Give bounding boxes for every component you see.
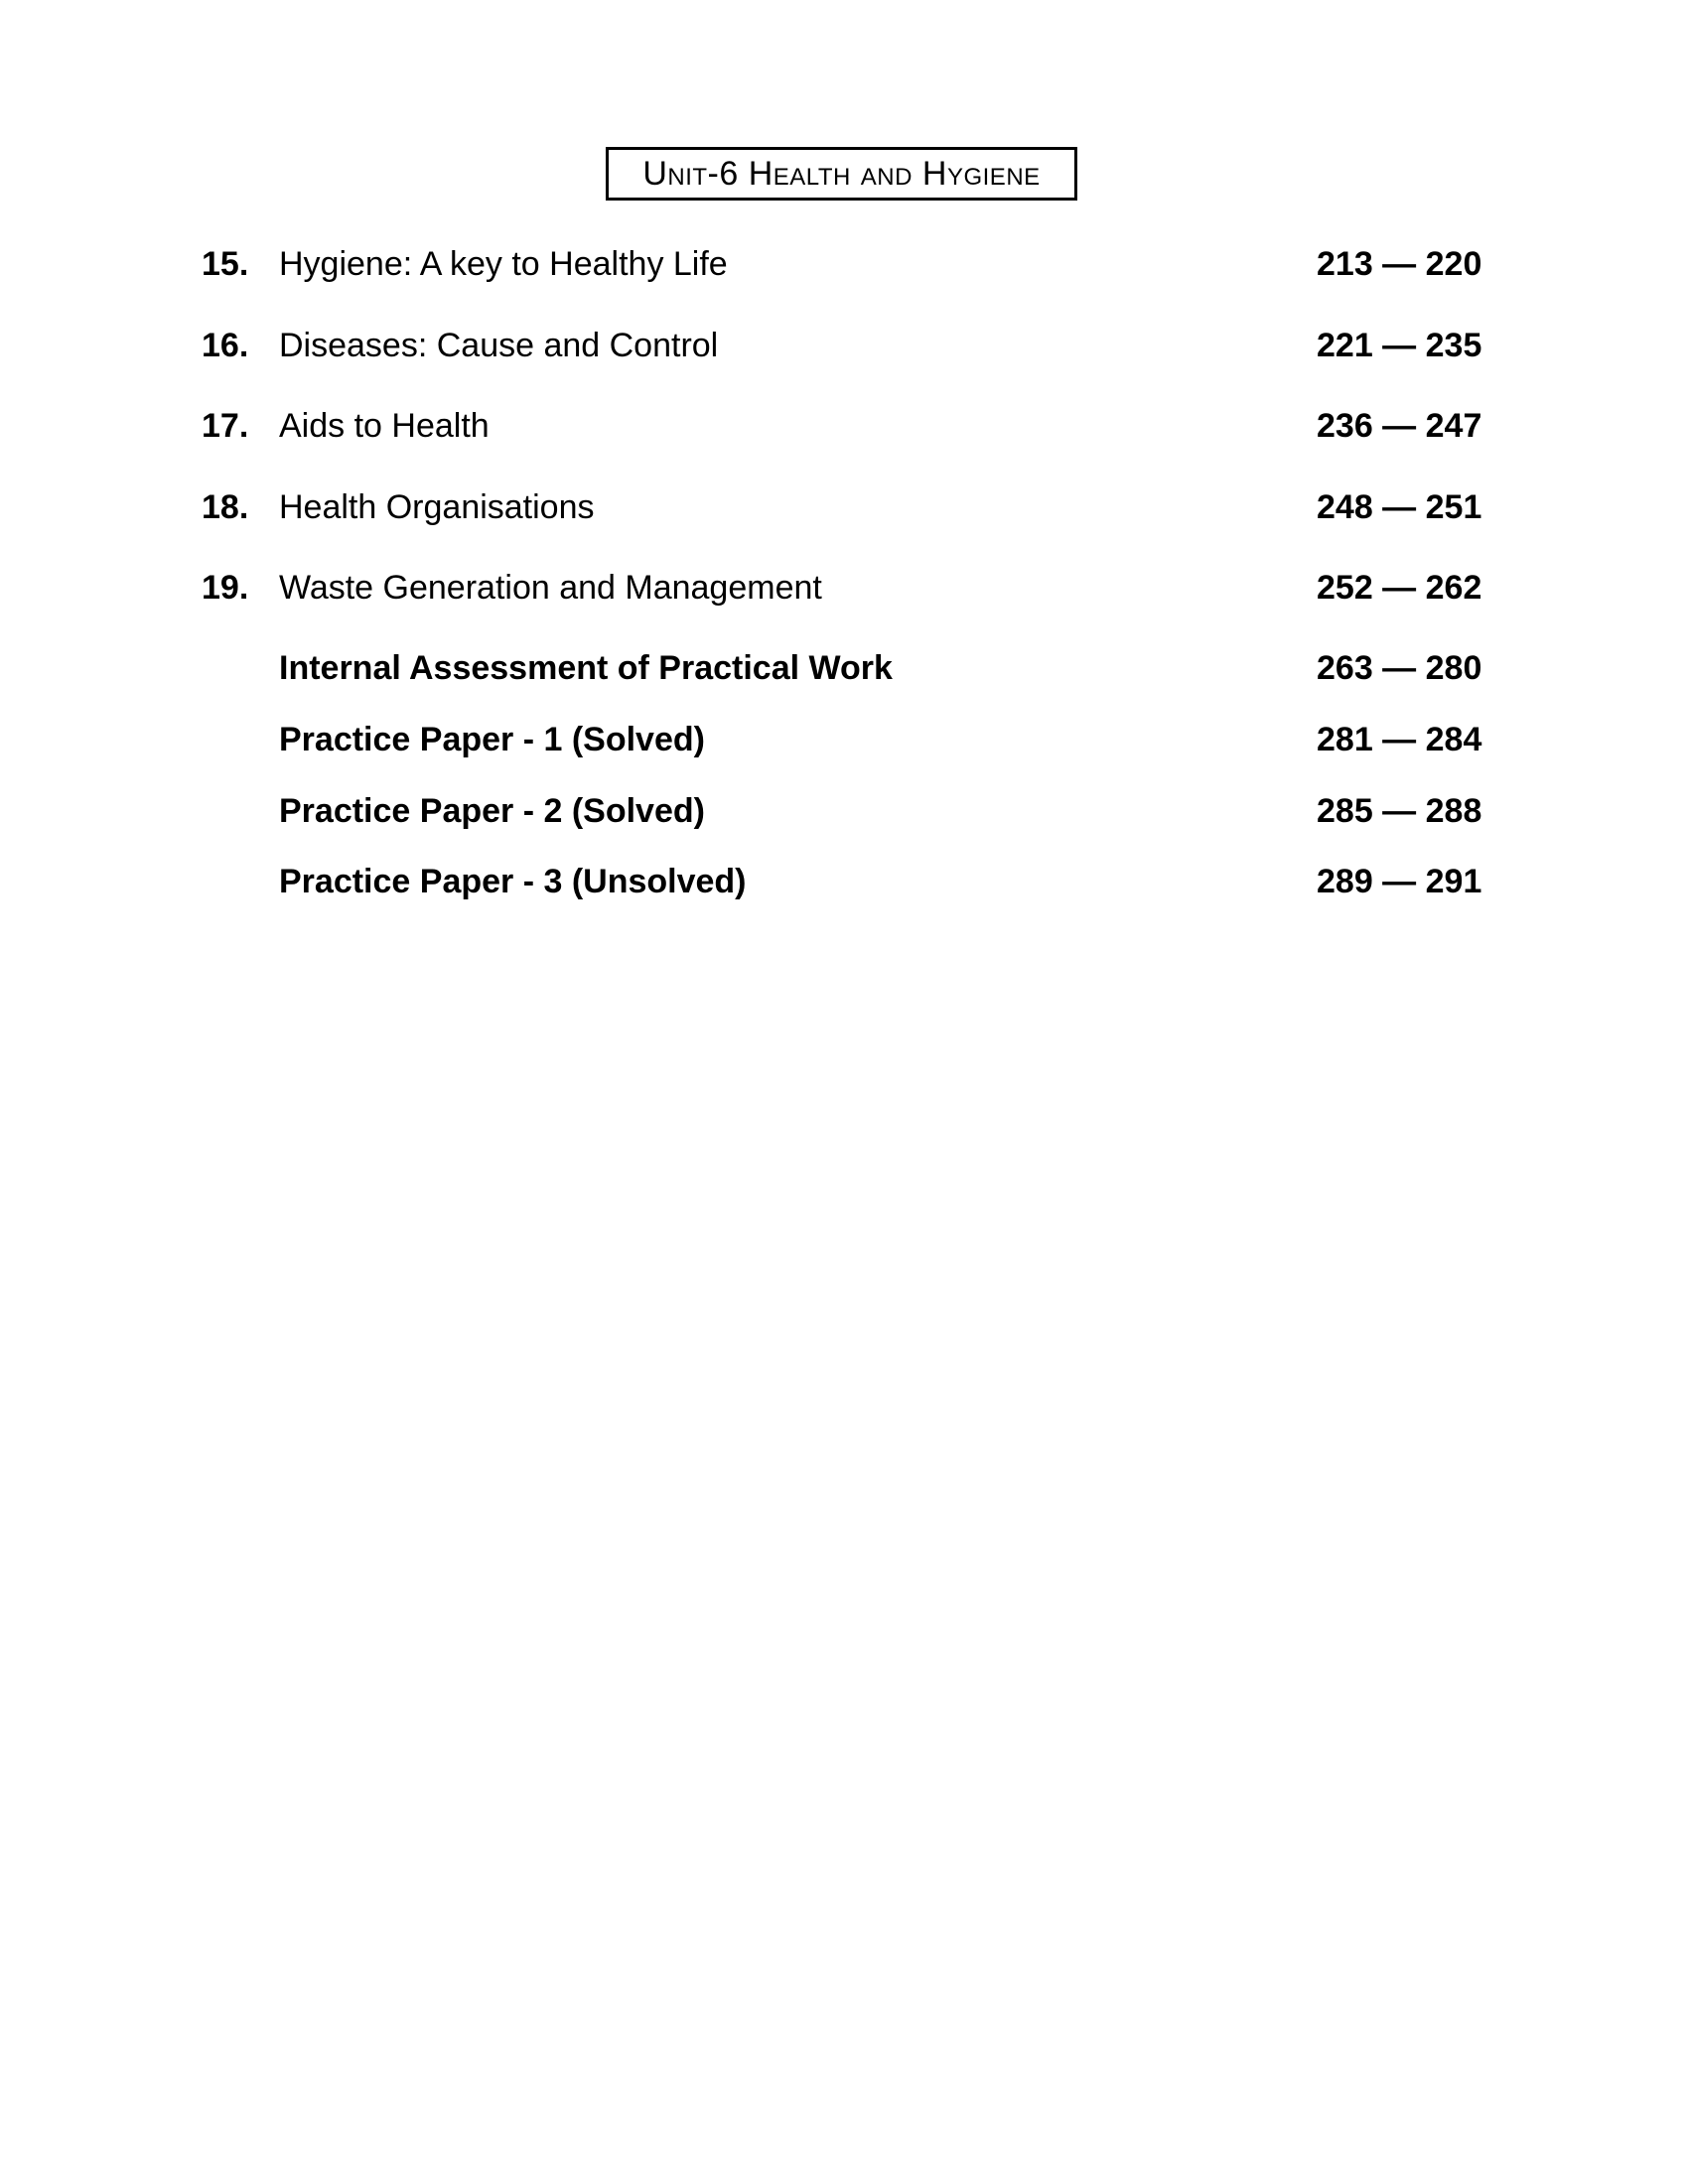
page-range: 236 — 247 xyxy=(1317,407,1482,445)
page-range: 252 — 262 xyxy=(1317,569,1482,607)
toc-entry[interactable] xyxy=(0,402,1688,450)
extra-title[interactable]: Practice Paper - 3 (Unsolved) xyxy=(279,863,747,900)
toc-entry[interactable] xyxy=(0,240,1688,288)
unit-heading: Unit-6 Health and Hygiene xyxy=(642,154,1041,193)
page-range: 221 — 235 xyxy=(1317,327,1482,364)
page-range: 263 — 280 xyxy=(1317,649,1482,687)
chapter-number: 17. xyxy=(202,407,249,445)
toc-extra-entry[interactable] xyxy=(0,644,1688,692)
page-range: 281 — 284 xyxy=(1317,721,1482,758)
page-range: 248 — 251 xyxy=(1317,488,1482,526)
chapter-number: 19. xyxy=(202,569,249,607)
extra-title[interactable]: Practice Paper - 1 (Solved) xyxy=(279,721,705,758)
chapter-title[interactable]: Hygiene: A key to Healthy Life xyxy=(279,245,728,283)
chapter-title[interactable]: Waste Generation and Management xyxy=(279,569,822,607)
chapter-number: 18. xyxy=(202,488,249,526)
toc-entry[interactable] xyxy=(0,322,1688,369)
chapter-title[interactable]: Aids to Health xyxy=(279,407,490,445)
unit-heading-box xyxy=(606,147,1077,201)
toc-entry[interactable] xyxy=(0,483,1688,531)
toc-extra-entry[interactable] xyxy=(0,787,1688,835)
toc-extra-entry[interactable] xyxy=(0,716,1688,763)
page-range: 285 — 288 xyxy=(1317,792,1482,830)
chapter-title[interactable]: Diseases: Cause and Control xyxy=(279,327,719,364)
chapter-number: 16. xyxy=(202,327,249,364)
chapter-number: 15. xyxy=(202,245,249,283)
toc-entry[interactable] xyxy=(0,564,1688,612)
chapter-title[interactable]: Health Organisations xyxy=(279,488,595,526)
toc-extra-entry[interactable] xyxy=(0,858,1688,905)
extra-title[interactable]: Practice Paper - 2 (Solved) xyxy=(279,792,705,830)
extra-title[interactable]: Internal Assessment of Practical Work xyxy=(279,649,893,687)
page-range: 213 — 220 xyxy=(1317,245,1482,283)
page-range: 289 — 291 xyxy=(1317,863,1482,900)
